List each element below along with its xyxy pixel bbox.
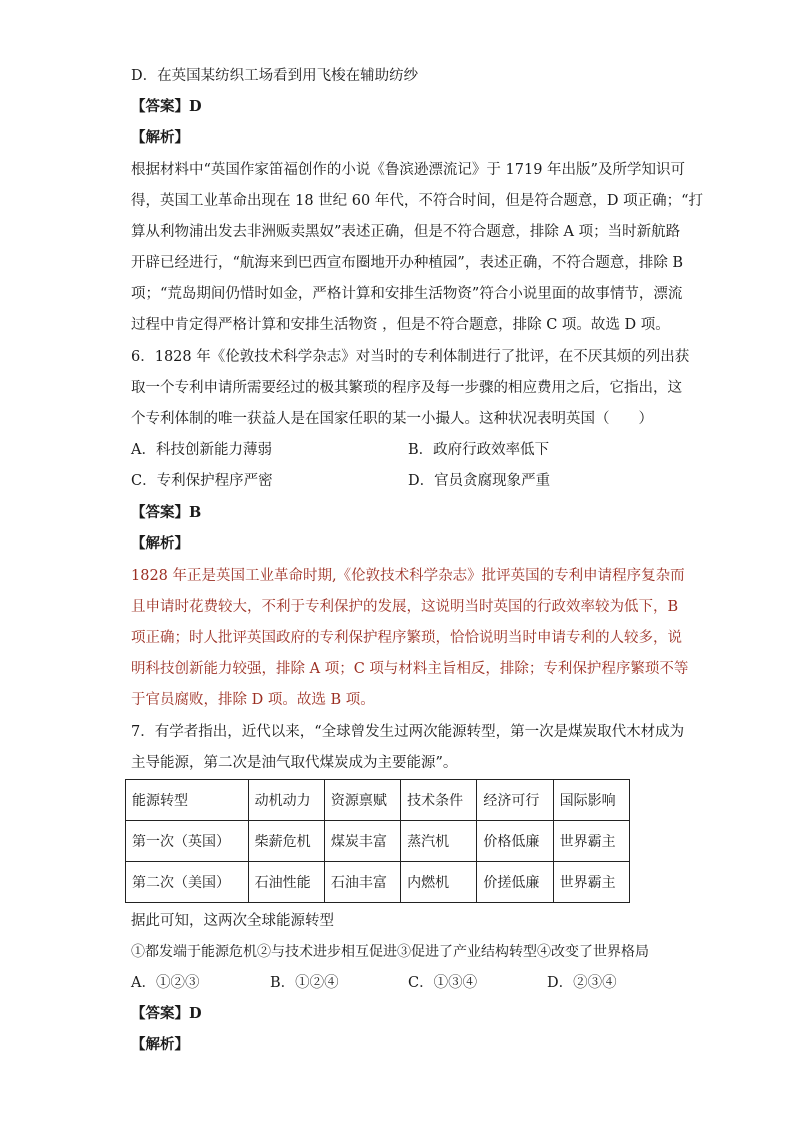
table-cell: 第二次（美国） — [126, 862, 249, 903]
table-header-row — [126, 780, 630, 821]
q6-analysis-line: 于官员腐败，排除 D 项。故选 B 项。 — [131, 692, 375, 708]
q5-analysis-line: 得，英国工业革命出现在 18 世纪 60 年代，不符合时间，但是符合题意，D 项正确；“打 — [131, 193, 703, 209]
table-cell: 蒸汽机 — [401, 821, 477, 862]
q6-stem-line: 取一个专利申请所需要经过的极其繁琐的程序及每一步骤的相应费用之后，它指出，这 — [131, 380, 682, 396]
table-cell: 煤炭丰富 — [324, 821, 400, 862]
q5-analysis-line: 项；“荒岛期间仍惜时如金，严格计算和安排生活物资”符合小说里面的故事情节，漂流 — [131, 286, 683, 302]
q7-option-d: D．②③④ — [547, 975, 617, 991]
table-cell: 内燃机 — [401, 862, 477, 903]
table-header-cell: 经济可行 — [477, 780, 553, 821]
q7-option-b: B．①②④ — [270, 975, 339, 991]
q5-answer: 【答案】D — [131, 98, 202, 115]
q5-analysis-line: 开辟已经进行，“航海来到巴西宣布圈地开办种植园”，表述正确，不符合题意，排除 B — [131, 255, 684, 271]
table-cell: 世界霸主 — [553, 862, 629, 903]
table-cell: 石油性能 — [248, 862, 324, 903]
q6-stem-line: 6．1828 年《伦敦技术科学杂志》对当时的专利体制进行了批评，在不厌其烦的列出获 — [131, 349, 690, 365]
table-row — [126, 862, 630, 903]
table-header-cell: 国际影响 — [553, 780, 629, 821]
q7-analysis-label: 【解析】 — [131, 1036, 189, 1053]
q7-answer: 【答案】D — [131, 1005, 202, 1022]
q6-stem-line: 个专利体制的唯一获益人是在国家任职的某一小撮人。这种状况表明英国（ ） — [131, 411, 653, 427]
q5-analysis-line: 过程中肯定得严格计算和安排生活物资 ，但是不符合题意，排除 C 项。故选 D 项。 — [131, 317, 670, 333]
table-header-cell: 动机动力 — [248, 780, 324, 821]
q7-option-c: C．①③④ — [408, 975, 478, 991]
q5-analysis-line: 算从利物浦出发去非洲贩卖黑奴”表述正确，但是不符合题意，排除 A 项；当时新航路 — [131, 224, 681, 240]
q6-option-d: D．官员贪腐现象严重 — [408, 473, 551, 489]
q6-analysis-line: 1828 年正是英国工业革命时期,《伦敦技术科学杂志》批评英国的专利申请程序复杂而 — [131, 568, 685, 584]
q6-option-b: B．政府行政效率低下 — [408, 442, 550, 458]
q6-option-a: A．科技创新能力薄弱 — [131, 442, 272, 458]
table-cell: 第一次（英国） — [126, 821, 249, 862]
energy-transition-table — [125, 779, 630, 903]
table-cell: 价格低廉 — [477, 821, 553, 862]
q7-choices-line: ①都发端于能源危机②与技术进步相互促进③促进了产业结构转型④改变了世界格局 — [131, 944, 649, 960]
q7-stem-line: 主导能源，第二次是油气取代煤炭成为主要能源”。 — [131, 755, 458, 771]
q6-analysis-line: 明科技创新能力较强，排除 A 项；C 项与材料主旨相反，排除；专利保护程序繁琐不等 — [131, 661, 689, 677]
table-cell: 石油丰富 — [324, 862, 400, 903]
table-cell: 价搓低廉 — [477, 862, 553, 903]
q5-analysis-label: 【解析】 — [131, 129, 189, 146]
q6-answer: 【答案】B — [131, 504, 202, 521]
q7-stem-line: 7．有学者指出，近代以来，“全球曾发生过两次能源转型，第一次是煤炭取代木材成为 — [131, 724, 685, 740]
q5-analysis-line: 根据材料中“英国作家笛福创作的小说《鲁滨逊漂流记》于 1719 年出版”及所学知识可 — [131, 162, 685, 178]
table-cell: 世界霸主 — [553, 821, 629, 862]
q5-option-d: D．在英国某纺织工场看到用飞梭在辅助纺纱 — [131, 68, 419, 84]
q7-option-a: A．①②③ — [131, 975, 200, 991]
table-row — [126, 821, 630, 862]
table-header-cell: 技术条件 — [401, 780, 477, 821]
q6-analysis-line: 项正确；时人批评英国政府的专利保护程序繁琐，恰恰说明当时申请专利的人较多，说 — [131, 630, 682, 646]
table-header-cell: 能源转型 — [126, 780, 249, 821]
q6-option-c: C．专利保护程序严密 — [131, 473, 273, 489]
table-cell: 柴薪危机 — [248, 821, 324, 862]
q6-analysis-line: 且申请时花费较大，不利于专利保护的发展，这说明当时英国的行政效率较为低下，B — [131, 599, 679, 615]
q7-after-table: 据此可知，这两次全球能源转型 — [131, 913, 334, 929]
table-header-cell: 资源禀赋 — [324, 780, 400, 821]
q6-analysis-label: 【解析】 — [131, 535, 189, 552]
